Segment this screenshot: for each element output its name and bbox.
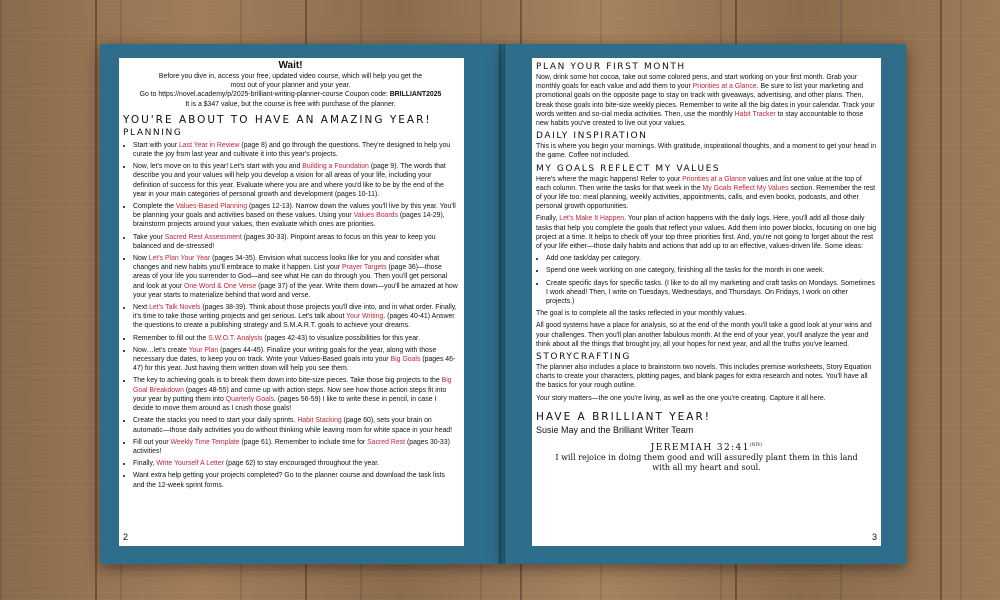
page-reference: My Goals Reflect My Values [702, 184, 789, 192]
page-reference: Quarterly Goals [225, 395, 274, 403]
page-reference: Values Boards [353, 212, 398, 220]
course-url-line [123, 90, 458, 99]
page-reference: Let's Make It Happen [559, 215, 625, 223]
verse-text: I will rejoice in doing them good and will assuredly plant them in this land [555, 453, 858, 463]
book-spine [499, 44, 505, 564]
page-reference: S.W.O.T. Analysis [208, 334, 263, 342]
paragraph: Finally, Let's Make It Happen. Your plan of action happens with the daily logs. Here, you'll add all those daily tasks that help you complete the goals that reflect your values. Add them into power blocks, focusing on one big project at a time. It helps to check off your top three priorities first. And, you're not going to forget about the rest of your life either—those daily habits and actions that add up to an effective, values-driven life. Some ideas: [536, 215, 877, 251]
paragraph: The planner also includes a place to brainstorm two novels. This includes premise worksheets, Story Equation charts to create your characters, plotting pages, and blank pages for extra research and notes. You'll have all the basics for your rough outline. [536, 364, 872, 390]
section-heading: PLAN YOUR FIRST MONTH [536, 62, 686, 72]
list-item: • Next Let's Talk Novels (pages 38-39). Think about those projects you'll dive into, and in what order. Finally, it's time to take those writing projects and get serious. Let's talk about Your Writing. (pages 40-41) Answer the questions to create a publishing strategy and S.M.A.R.T. goals to achieve your dreams. [133, 303, 458, 331]
section-heading: PLANNING [123, 127, 183, 138]
verse-version: (NIV) [749, 442, 763, 448]
page-reference: Let's Talk Novels [149, 304, 201, 312]
wait-title: Wait! [278, 60, 303, 71]
list-item: • Start with your Last Year in Review (page 8) and go through the questions. They're designed to help you curate the joy from last year and cultivate it into this year's projects. [133, 141, 458, 159]
page-reference: One Word & One Verse [183, 282, 257, 290]
page-reference: Habit Tracker [734, 110, 776, 118]
list-item: • Add one task/day per category. [546, 254, 877, 263]
list-item: • Create specific days for specific tasks. (I like to do all my marketing and craft tasks on Mondays. Sometimes I work ahead! Then, I write on Tuesdays, Wednesdays, and Thursdays. On Fridays, I work on other projects.) [546, 279, 877, 307]
paragraph: Your story matters—the one you're living, as well as the one you're creating. Capture it all here. [536, 394, 826, 402]
page-reference: Your Writing [346, 313, 384, 321]
page-reference: Building a Foundation [302, 163, 369, 171]
list-item: • Remember to fill out the S.W.O.T. Analysis (pages 42-43) to visualize possibilities for this year. [133, 334, 458, 343]
section-heading: DAILY INSPIRATION [536, 131, 648, 142]
page-reference: Sacred Rest [367, 438, 406, 446]
list-item: • Take your Sacred Rest Assessment (pages 30-33). Pinpoint areas to focus on this year to keep you balanced and de-stressed! [133, 233, 458, 251]
page-reference: Values-Based Planning [175, 203, 248, 211]
list-item: • Now…let's create Your Plan (pages 44-45). Finalize your writing goals for the year, along with those necessary due dates, to keep you on track. Write your Values-Based goals into your Big Goals (pages 46-47) for this year. Just having them written down will help you see them. [133, 346, 458, 374]
list-item: • Create the stacks you need to start your daily sprints. Habit Stacking (page 60), sets your brain on automatic—those daily activities you do without thinking while leaving room for white space in your head! [133, 416, 458, 434]
list-item: • Now Let's Plan Your Year (pages 34-35). Envision what success looks like for you and consider what changes and new habits you'll embrace to make it happen. List your Prayer Targets (page 36)—those areas of your life you surrender to God—and see what He can do through you. Then you'll get personal and look at your One Word & One Verse (page 37) of the year. Write them down—you'll be amazed at how your year starts to materialize behind that word and verse. [133, 254, 458, 300]
course-url-text: Go to https://novel.academy/p/2025-brilliant-writing-planner-course Coupon code: [139, 91, 390, 99]
wait-line: It is a $347 value, but the course is free with purchase of the planner. [185, 100, 396, 108]
list-item: • Spend one week working on one category, finishing all the tasks for the month in one week. [546, 266, 877, 275]
list-item: • Fill out your Weekly Time Template (page 61). Remember to include time for Sacred Rest (pages 30-33) activities! [133, 438, 458, 456]
page-number: 2 [123, 532, 129, 542]
section-heading: STORYCRAFTING [536, 352, 631, 363]
left-page [119, 58, 464, 546]
page-reference: Your Plan [188, 346, 219, 354]
page-reference: Let's Plan Your Year [148, 255, 211, 263]
planning-steps-list [123, 141, 458, 490]
list-item: • The key to achieving goals is to break them down into bite-size pieces. Take those big projects to the Big Goal Breakdown (pages 48-55) and come up with action steps. Now see how those action steps fit into your year by putting them into Quarterly Goals. (pages 56-59) I like to write these in pencil, in case I decide to move them around as I crush those goals! [133, 376, 458, 413]
plank-seam [940, 0, 942, 600]
plank-seam [95, 0, 97, 600]
paragraph: Now, drink some hot cocoa, take out some colored pens, and start working on your first month. Grab your monthly goals for each value and add them to your Priorities at a Glance. Be sure to list your marketing and promotional goals on the opposite page to stay on track with giveaways, advertising, and other plans. Then, break those goals into bite-size weekly pieces. Remember to write all the big dates in your calendar. Track your words written and so-cial media activities. Then, use the monthly Habit Tracker to stay accountable to those new habits you've created to live out your values. [536, 74, 875, 128]
right-page [532, 58, 881, 546]
wait-line: Before you dive in, access your free, updated video course, which will help you get the [158, 73, 423, 80]
ideas-list [536, 254, 877, 306]
wait-line: most out of your planner and your year. [230, 82, 351, 90]
paragraph: This is where you begin your mornings. With gratitude, inspirational thoughts, and a moment to get your head in the game. Coffee not included. [536, 143, 877, 160]
list-item: • Finally, Write Yourself A Letter (page 62) to stay encouraged throughout the year. [133, 459, 458, 468]
page-reference: Big Goal Breakdown [133, 377, 452, 394]
page-reference: Priorities at a Glance [682, 175, 747, 183]
paragraph: All good systems have a place for analysis, so at the end of the month you'll take a good look at your wins and your challenges. Then you'll plan another fabulous month. At the end of your year, you'll analyze the year and think about all the things that brought joy, all your hopes for next year, and all the truths you've learned. [536, 322, 872, 348]
list-item: • Now, let's move on to this year! Let's start with you and Building a Foundation (page 9). The words that describe you and your values will help you develop a vision for all areas of your life, including your definition of success for this year. Evaluate where you are and where you'd like to be by the end of the year in your main categories of personal growth and development (pages 10-11). [133, 162, 458, 199]
paragraph: The goal is to complete all the tasks reflected in your monthly values. [536, 310, 747, 318]
page-reference: Sacred Rest Assessment [164, 233, 242, 241]
page-reference: Prayer Targets [341, 264, 387, 272]
page-reference: Priorities at a Glance [692, 83, 757, 91]
page-reference: Habit Stacking [297, 417, 342, 425]
list-item: • Complete the Values-Based Planning (pages 12-13). Narrow down the values you'll live by this year. You'll be planning your goals and activities based on these values. Using your Values Boards (pages 14-29), brainstorm projects around your values, then evaluate which ones are priorities. [133, 202, 458, 230]
verse-text: with all my heart and soul. [652, 463, 761, 473]
list-item: • Want extra help getting your projects completed? Go to the planner course and download the task lists and the 12-week sprint forms. [133, 471, 458, 489]
page-number: 3 [871, 532, 877, 542]
paragraph: Here's where the magic happens! Refer to your Priorities at a Glance values and list one value at the top of each column. Then write the tasks for that week in the My Goals Reflect My Values section. Remember the rest of your life too: meal planning, weekly activities, appointments, calls, and even books, podcasts, and other personal growth opportunities. [536, 175, 876, 211]
page-heading: YOU'RE ABOUT TO HAVE AN AMAZING YEAR! [123, 113, 432, 126]
signature: Susie May and the Brilliant Writer Team [536, 424, 694, 435]
page-reference: Write Yourself A Letter [156, 460, 224, 468]
closing-heading: HAVE A BRILLIANT YEAR! [536, 410, 711, 423]
page-reference: Last Year in Review [178, 141, 240, 149]
page-reference: Big Goals [390, 356, 421, 364]
coupon-code: BRILLIANT2025 [389, 91, 442, 99]
section-heading: MY GOALS REFLECT MY VALUES [536, 163, 721, 174]
page-reference: Weekly Time Template [170, 438, 240, 446]
verse-reference: JEREMIAH $32:41^{(NIV)}$ [650, 442, 763, 453]
